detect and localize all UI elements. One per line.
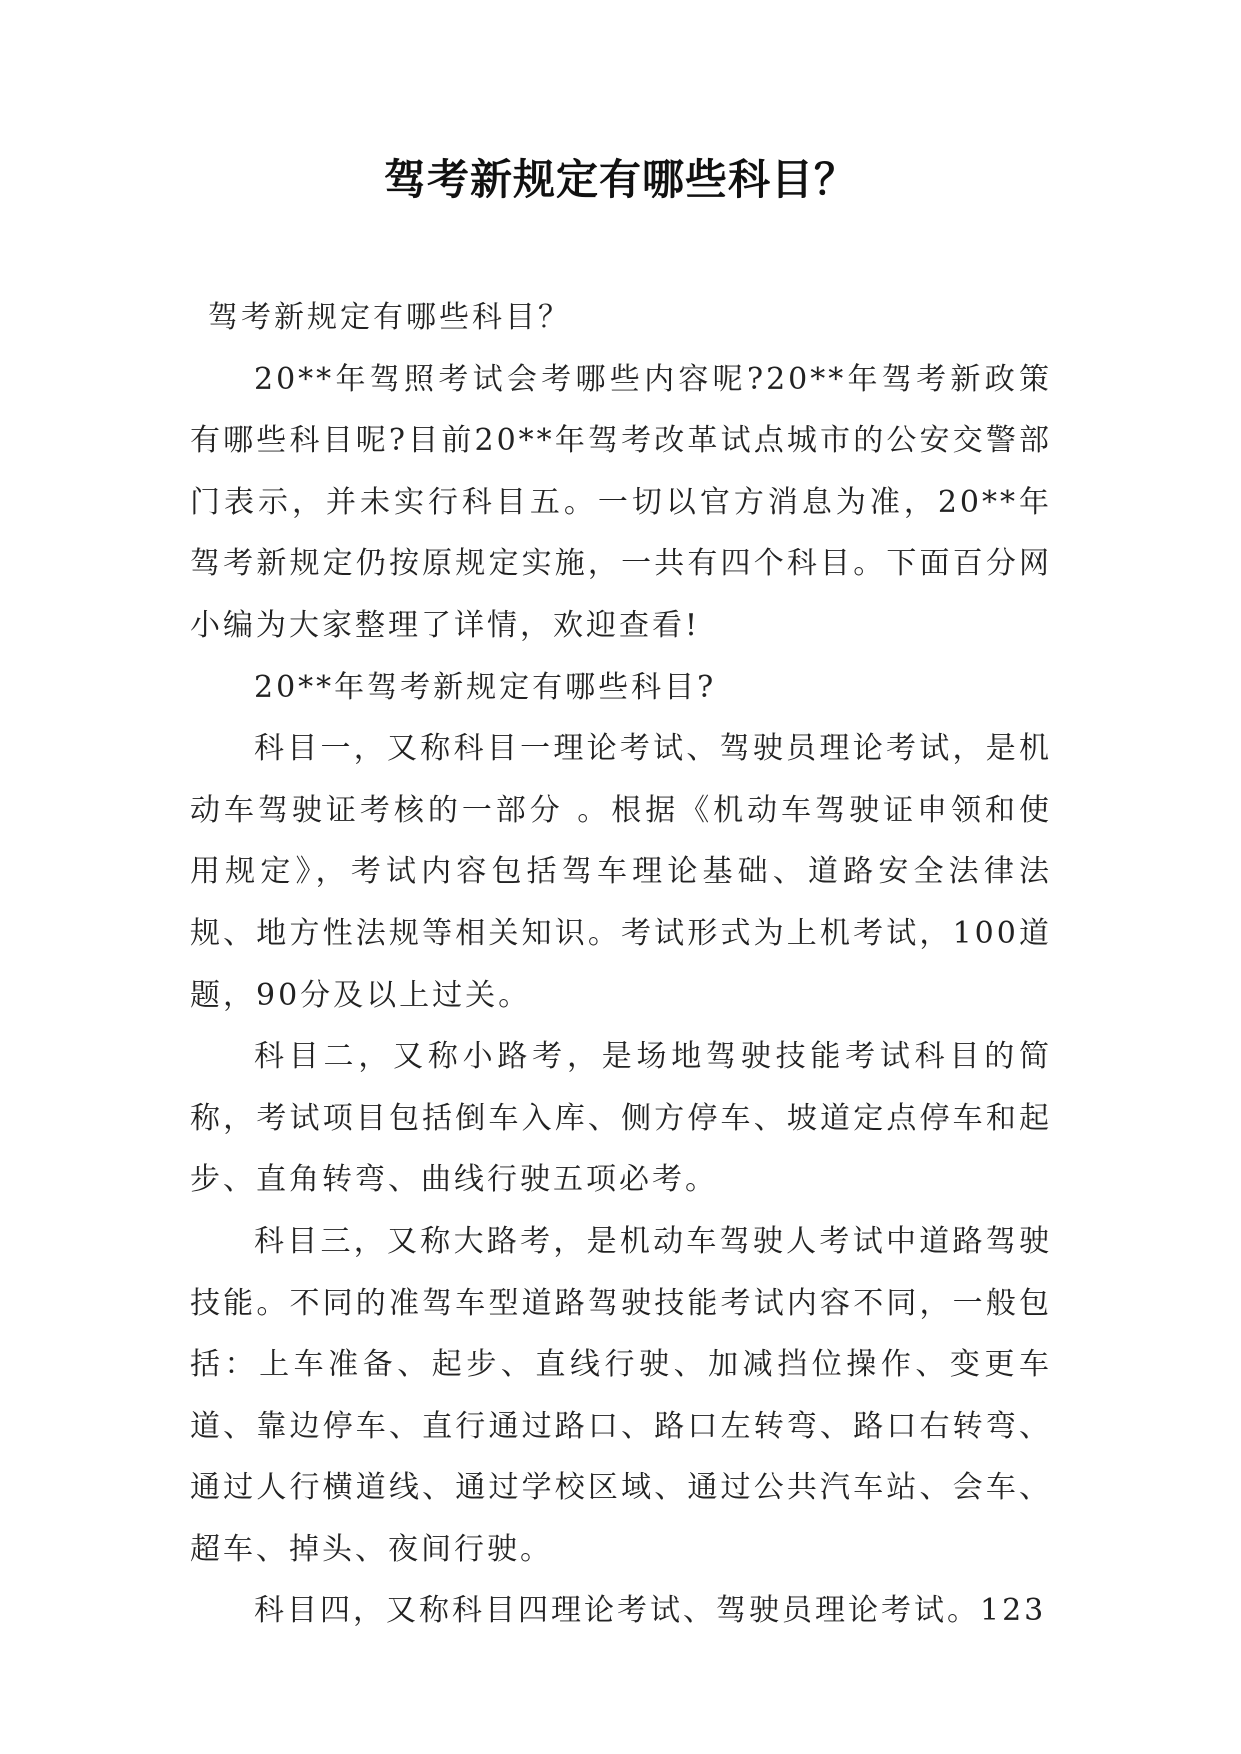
paragraph-subtitle: 驾考新规定有哪些科目？ xyxy=(208,300,571,335)
paragraph-intro: 20**年驾照考试会考哪些内容呢?20**年驾考新政策有哪些科目呢?目前20**年驾考改革试点城市的公安交警部门表示，并未实行科目五。一切以官方消息为准，20**年驾考新规定仍按原规定实施，一共有四个科目。下面百分网小编为大家整理了详情，欢迎查看! xyxy=(190,361,1052,643)
paragraph-question: 20**年驾考新规定有哪些科目? xyxy=(254,669,717,705)
document-body xyxy=(190,287,1052,1642)
paragraph-subject-one: 科目一，又称科目一理论考试、驾驶员理论考试，是机动车驾驶证考核的一部分 。根据《机动车驾驶证申领和使用规定》，考试内容包括驾车理论基础、道路安全法律法规、地方性法规等相关知识。考试形式为上机考试，100道题，90分及以上过关。 xyxy=(190,731,1052,1013)
document-title: 驾考新规定有哪些科目？ xyxy=(383,155,857,204)
paragraph-subject-two: 科目二，又称小路考，是场地驾驶技能考试科目的简称，考试项目包括倒车入库、侧方停车、坡道定点停车和起步、直角转弯、曲线行驶五项必考。 xyxy=(190,1039,1052,1198)
paragraph-subject-three: 科目三，又称大路考，是机动车驾驶人考试中道路驾驶技能。不同的准驾车型道路驾驶技能考试内容不同，一般包括：上车准备、起步、直线行驶、加减挡位操作、变更车道、靠边停车、直行通过路口、路口左转弯、路口右转弯、通过人行横道线、通过学校区域、通过公共汽车站、会车、超车、掉头、夜间行驶。 xyxy=(190,1223,1052,1567)
paragraph-subject-four: 科目四，又称科目四理论考试、驾驶员理论考试。123 xyxy=(254,1593,1047,1629)
